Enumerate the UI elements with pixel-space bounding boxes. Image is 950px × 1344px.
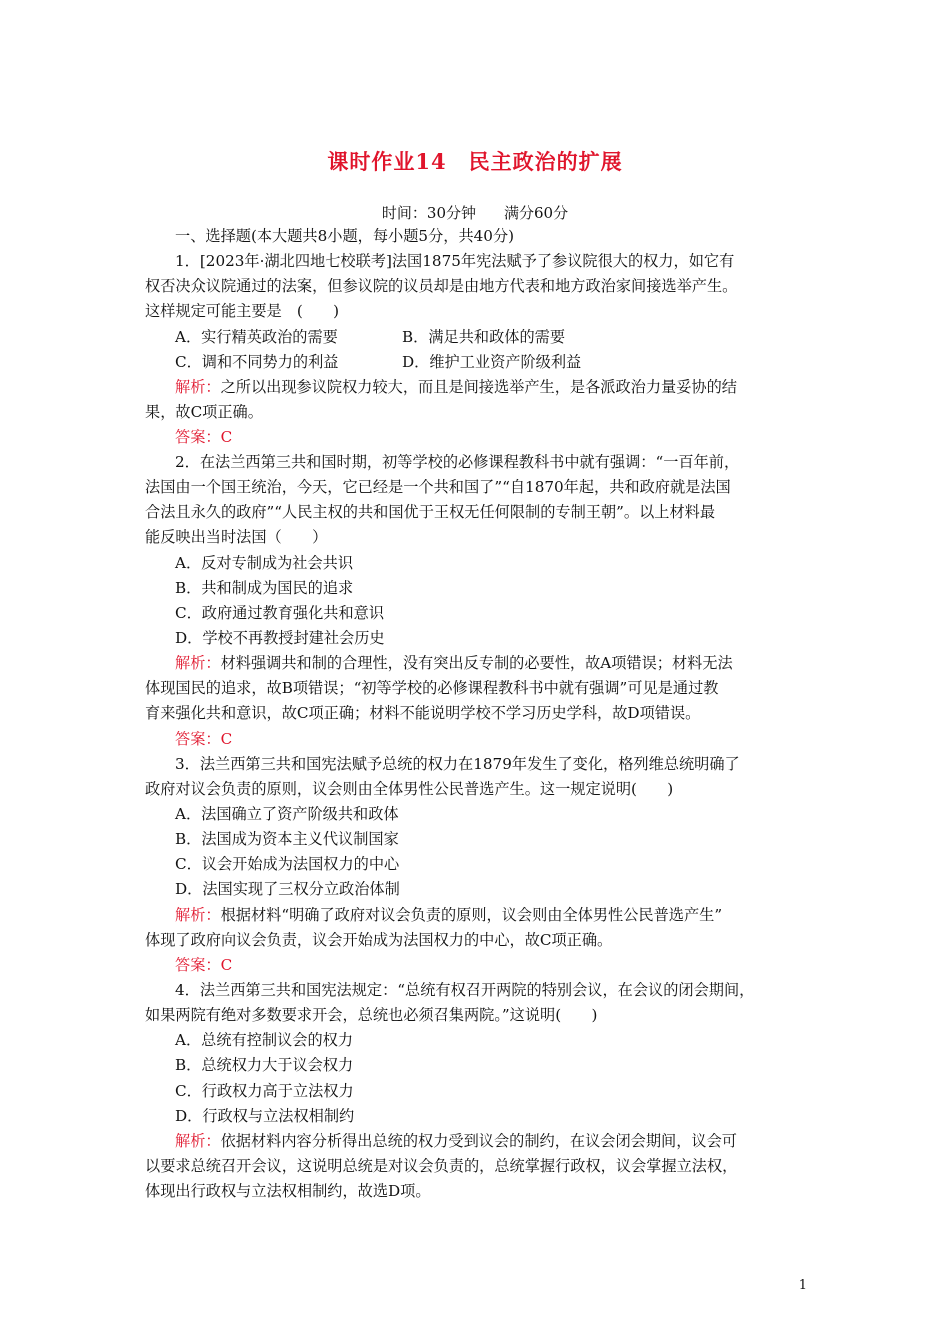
q4-option-d: D．行政权与立法权相制约: [175, 1107, 355, 1125]
q2-stem-line: 法国由一个国王统治，今天，它已经是一个共和国了”“自1870年起，共和政府就是法国: [145, 478, 731, 496]
q4-stem-line: 如果两院有绝对多数要求开会，总统也必须召集两院。”这说明( ): [145, 1006, 598, 1024]
q2-option-b: B．共和制成为国民的追求: [175, 579, 354, 597]
full-score: 满分60分: [504, 204, 569, 222]
q2-option-c: C．政府通过教育强化共和意识: [175, 604, 385, 622]
q1-analysis-line: 果，故C项正确。: [145, 403, 263, 421]
q4-analysis-line: 体现出行政权与立法权相制约，故选D项。: [145, 1182, 431, 1200]
q2-stem-line: 能反映出当时法国（ ）: [145, 528, 328, 546]
q3-stem-line: 政府对议会负责的原则，议会则由全体男性公民普选产生。这一规定说明( ): [145, 780, 674, 798]
q1-option-c: C．调和不同势力的利益: [175, 353, 339, 371]
exam-meta: [0, 202, 950, 223]
analysis-label: 解析：: [175, 1132, 221, 1150]
q2-analysis-line: 育来强化共和意识，故C项正确；材料不能说明学校不学习历史学科，故D项错误。: [145, 704, 701, 722]
q3-option-b: B．法国成为资本主义代议制国家: [175, 830, 399, 848]
q3-option-d: D．法国实现了三权分立政治体制: [175, 880, 400, 898]
q2-stem-line: 2．在法兰西第三共和国时期，初等学校的必修课程教科书中就有强调：“一百年前，: [175, 453, 740, 471]
q4-analysis: 解析：依据材料内容分析得出总统的权力受到议会的制约，在议会闭会期间，议会可: [175, 1132, 737, 1150]
q1-analysis: 解析：之所以出现参议院权力较大，而且是间接选举产生，是各派政治力量妥协的结: [175, 378, 737, 396]
q1-stem-line: 权否决众议院通过的法案，但参议院的议员却是由地方代表和地方政治家间接选举产生。: [145, 277, 738, 295]
q1-stem-line: 这样规定可能主要是 ( ): [145, 302, 340, 320]
q2-option-d: D．学校不再教授封建社会历史: [175, 629, 385, 647]
q4-option-a: A．总统有控制议会的权力: [175, 1031, 354, 1049]
analysis-label: 解析：: [175, 378, 221, 396]
q3-option-a: A．法国确立了资产阶级共和政体: [175, 805, 399, 823]
q1-stem-line: 1．[2023年·湖北四地七校联考]法国1875年宪法赋予了参议院很大的权力，如它有: [175, 252, 735, 270]
q1-option-a: A．实行精英政治的需要: [175, 328, 338, 346]
page-title: 课时作业14 民主政治的扩展: [327, 149, 623, 174]
page-number: 1: [798, 1278, 807, 1293]
section-heading: 一、选择题(本大题共8小题，每小题5分，共40分): [175, 227, 515, 245]
q4-option-b: B．总统权力大于议会权力: [175, 1056, 354, 1074]
q1-option-b: B．满足共和政体的需要: [402, 328, 566, 346]
q3-analysis-line: 体现了政府向议会负责，议会开始成为法国权力的中心，故C项正确。: [145, 931, 613, 949]
q4-analysis-line: 以要求总统召开会议，这说明总统是对议会负责的，总统掌握行政权，议会掌握立法权，: [145, 1157, 738, 1175]
q2-option-a: A．反对专制成为社会共识: [175, 554, 354, 572]
q2-analysis-line: 体现国民的追求，故B项错误；“初等学校的必修课程教科书中就有强调”可见是通过教: [145, 679, 719, 697]
q3-option-c: C．议会开始成为法国权力的中心: [175, 855, 400, 873]
q4-option-c: C．行政权力高于立法权力: [175, 1082, 354, 1100]
q1-option-d: D．维护工业资产阶级利益: [402, 353, 582, 371]
q3-answer: 答案：C: [175, 956, 233, 974]
q2-analysis: 解析：材料强调共和制的合理性，没有突出反专制的必要性，故A项错误；材料无法: [175, 654, 733, 672]
q3-stem-line: 3．法兰西第三共和国宪法赋予总统的权力在1879年发生了变化，格列维总统明确了: [175, 755, 740, 773]
time-limit: 时间：30分钟: [381, 204, 476, 222]
q2-stem-line: 合法且永久的政府”“人民主权的共和国优于王权无任何限制的专制王朝”。以上材料最: [145, 503, 716, 521]
analysis-label: 解析：: [175, 906, 221, 924]
q1-answer: 答案：C: [175, 428, 233, 446]
q2-answer: 答案：C: [175, 730, 233, 748]
q3-analysis: 解析：根据材料“明确了政府对议会负责的原则，议会则由全体男性公民普选产生”: [175, 906, 723, 924]
q4-stem-line: 4．法兰西第三共和国宪法规定：“总统有权召开两院的特别会议，在会议的闭会期间，: [175, 981, 755, 999]
analysis-label: 解析：: [175, 654, 221, 672]
